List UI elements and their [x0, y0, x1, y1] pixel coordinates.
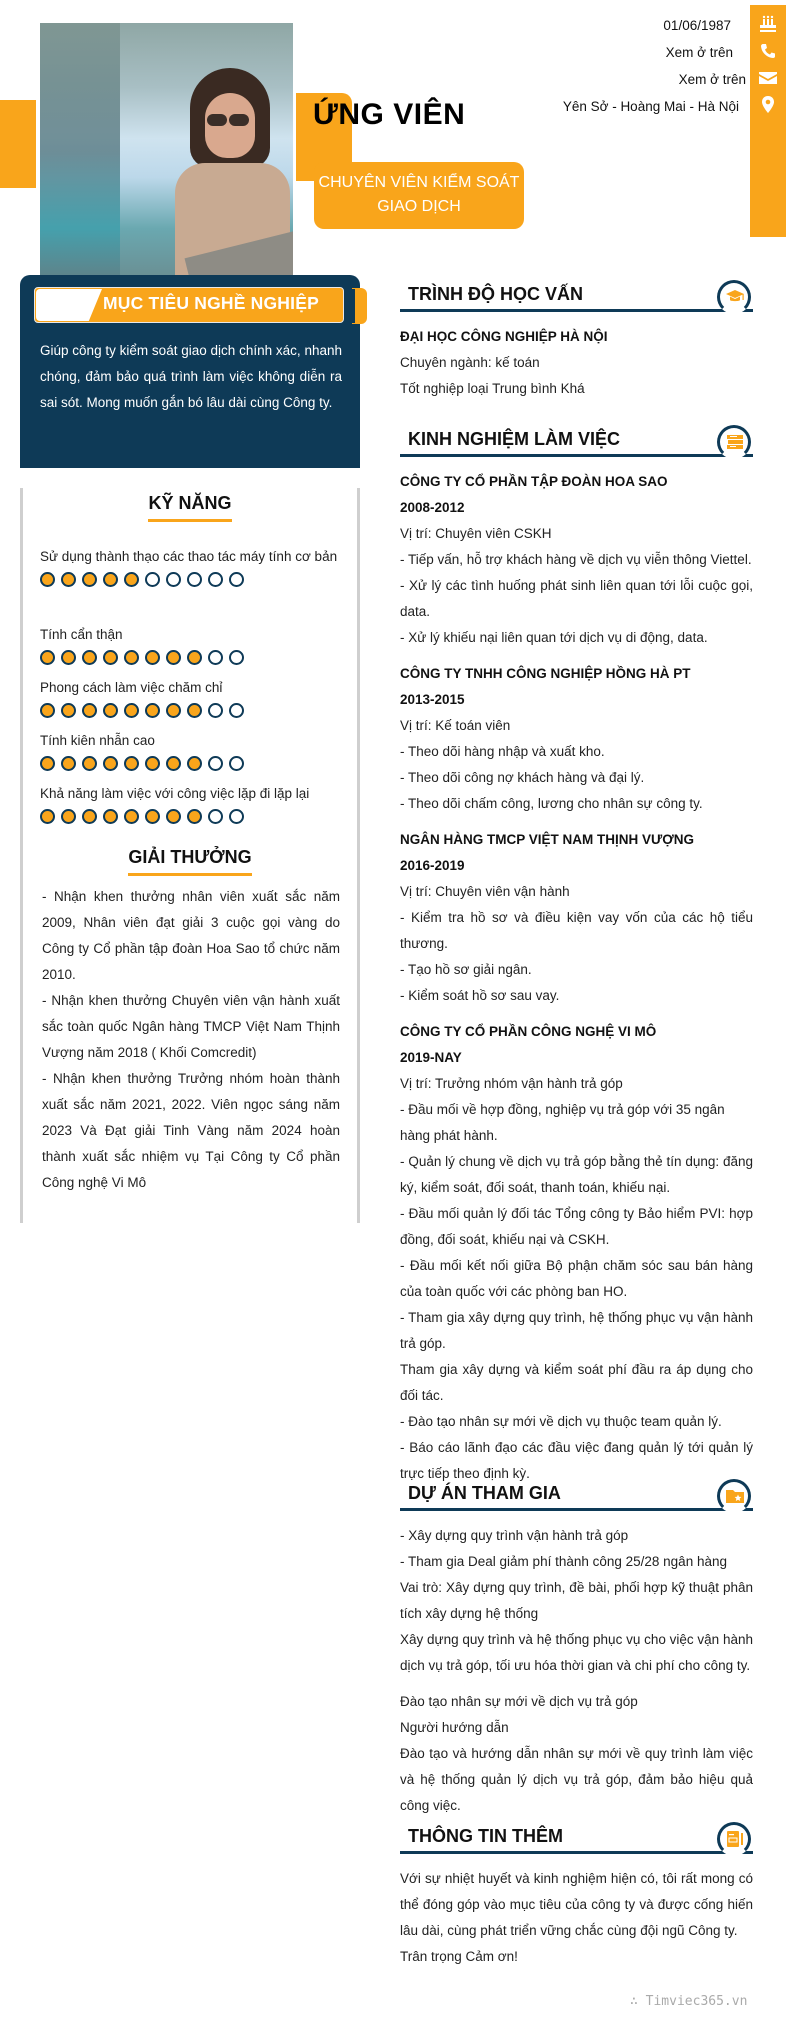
job-position: Vị trí: Kế toán viên	[400, 718, 511, 733]
project-line: Đào tạo nhân sự mới về dịch vụ trả góp	[400, 1694, 638, 1709]
job-period: 2013-2015	[400, 692, 465, 707]
award-item: - Nhận khen thưởng Trưởng nhóm hoàn thành xuất sắc năm 2021, 2022. Viên ngọc sáng năm 2023 Và Đạt giải Tinh Vàng năm 2024 hoàn thành xuất sắc nhiệm vụ Tại Công ty Cổ phần Công nghệ Vi Mô	[42, 1071, 340, 1190]
career-goal-text: Giúp công ty kiểm soát giao dịch chính xác, nhanh chóng, đảm bảo quá trình làm việc không diễn ra sai sót. Mong muốn gắn bó lâu dài cùng Công ty.	[40, 343, 342, 410]
additional-info-header	[400, 1818, 753, 1854]
job-company: CÔNG TY CỔ PHẦN CÔNG NGHỆ VI MÔ	[400, 1024, 657, 1039]
job-period: 2008-2012	[400, 500, 465, 515]
job-company: NGÂN HÀNG TMCP VIỆT NAM THỊNH VƯỢNG	[400, 832, 694, 847]
job-period: 2019-NAY	[400, 1050, 462, 1065]
education-grade: Tốt nghiệp loại Trung bình Khá	[400, 381, 585, 396]
job-duty: - Đào tạo nhân sự mới về dịch vụ thuộc team quản lý.	[400, 1414, 722, 1429]
job-duty: - Đầu mối quản lý đối tác Tổng công ty Bảo hiểm PVI: hợp đồng, đối soát, khiếu nại và CSKH.	[400, 1206, 753, 1247]
education-title: TRÌNH ĐỘ HỌC VẤN	[408, 284, 583, 304]
skill-label: Tính kiên nhẫn cao	[40, 733, 155, 748]
job-duty: - Đầu mối về hợp đồng, nghiệp vụ trả góp với 35 ngân	[400, 1102, 725, 1117]
job-duty: - Tham gia xây dựng quy trình, hệ thống phục vụ vận hành trả góp.	[400, 1310, 753, 1351]
project-line: - Tham gia Deal giảm phí thành công 25/28 ngân hàng	[400, 1554, 727, 1569]
experience-section	[400, 421, 753, 1487]
job-duty: - Theo dõi hàng nhập và xuất kho.	[400, 744, 605, 759]
folder-star-icon	[717, 1479, 751, 1513]
skill-rating	[40, 572, 340, 587]
education-section	[400, 276, 753, 402]
award-item: - Nhận khen thưởng Chuyên viên vận hành xuất sắc toàn quốc Ngân hàng TMCP Việt Nam Thịnh Vượng năm 2018 ( Khối Comcredit)	[42, 993, 340, 1060]
job-duty: - Kiểm soát hồ sơ sau vay.	[400, 988, 560, 1003]
candidate-name: ỨNG VIÊN	[313, 98, 466, 131]
briefcase-books-icon	[717, 425, 751, 459]
job-duty: - Báo cáo lãnh đạo các đầu việc đang quản lý tới quản lý trực tiếp theo định kỳ.	[400, 1440, 753, 1481]
experience-title: KINH NGHIỆM LÀM VIỆC	[408, 429, 621, 449]
skill-rating	[40, 809, 340, 824]
project-line: Đào tạo và hướng dẫn nhân sự mới về quy trình làm việc và hệ thống quản lý dịch vụ trả góp, đảm bảo hiệu quả công việc.	[400, 1746, 753, 1813]
contact-phone: Xem ở trên	[665, 45, 733, 60]
job-duty: - Đầu mối kết nối giữa Bộ phận chăm sóc sau bán hàng của toàn quốc với các phòng ban HO.	[400, 1258, 753, 1299]
contact-address: Yên Sở - Hoàng Mai - Hà Nội	[562, 99, 739, 114]
career-goal-title: MỤC TIÊU NGHỀ NGHIỆP	[103, 293, 319, 313]
education-header	[400, 276, 753, 312]
job-title-line2: GIAO DỊCH	[377, 198, 461, 215]
job-duty: - Tạo hồ sơ giải ngân.	[400, 962, 532, 977]
job-position: Vị trí: Trưởng nhóm vận hành trả góp	[400, 1076, 623, 1091]
job-period: 2016-2019	[400, 858, 465, 873]
watermark: ∴ Timviec365.vn	[630, 1994, 748, 2009]
job-duty: hàng phát hành.	[400, 1128, 498, 1143]
birthday-cake-icon	[758, 14, 778, 34]
skill-item	[40, 781, 340, 824]
contact-email: Xem ở trên	[678, 72, 746, 87]
skill-rating	[40, 756, 340, 771]
skill-label: Phong cách làm việc chăm chỉ	[40, 680, 223, 695]
awards-title: GIẢI THƯỞNG	[23, 847, 357, 876]
avatar-photo	[40, 23, 293, 280]
education-school: ĐẠI HỌC CÔNG NGHIỆP HÀ NỘI	[400, 329, 608, 344]
phone-icon	[758, 41, 778, 61]
job-company: CÔNG TY CỔ PHẦN TẬP ĐOÀN HOA SAO	[400, 474, 668, 489]
job-duty: - Theo dõi công nợ khách hàng và đại lý.	[400, 770, 645, 785]
additional-info-section	[400, 1818, 753, 1970]
skill-label: Tính cẩn thận	[40, 627, 123, 642]
notebook-pencil-icon	[717, 1822, 751, 1856]
contact-birthday: 01/06/1987	[663, 18, 731, 33]
experience-header	[400, 421, 753, 457]
project-line: Vai trò: Xây dựng quy trình, đề bài, phối hợp kỹ thuật phân tích xây dựng hệ thống	[400, 1580, 753, 1621]
project-line: Xây dựng quy trình và hệ thống phục vụ cho việc vận hành dịch vụ trả góp, tối ưu hóa thời gian và chi phí cho công ty.	[400, 1632, 753, 1673]
job-duty: - Xử lý các tình huống phát sinh liên quan tới lỗi cuộc gọi, data.	[400, 578, 753, 619]
skill-label: Sử dụng thành thạo các thao tác máy tính cơ bản	[40, 549, 338, 564]
skill-rating	[40, 703, 340, 718]
skill-rating	[40, 650, 340, 665]
closing-text: Trân trọng Cảm ơn!	[400, 1949, 518, 1964]
education-major: Chuyên ngành: kế toán	[400, 355, 540, 370]
projects-title: DỰ ÁN THAM GIA	[408, 1483, 561, 1503]
additional-info-title: THÔNG TIN THÊM	[408, 1826, 563, 1846]
job-duty: Tham gia xây dựng và kiểm soát phí đầu ra áp dụng cho đối tác.	[400, 1362, 753, 1403]
envelope-icon	[758, 68, 778, 88]
job-duty: - Xử lý khiếu nại liên quan tới dịch vụ di động, data.	[400, 630, 708, 645]
job-duty: - Tiếp vấn, hỗ trợ khách hàng về dịch vụ viễn thông Viettel.	[400, 552, 752, 567]
additional-info-text: Với sự nhiệt huyết và kinh nghiệm hiện có, tôi rất mong có thể đóng góp vào mục tiêu của công ty và được cống hiến lâu dài, cùng phát triển vững chắc cùng đội ngũ Công ty.	[400, 1871, 753, 1938]
job-position: Vị trí: Chuyên viên vận hành	[400, 884, 570, 899]
goal-tab-divider	[352, 289, 355, 323]
map-marker-icon	[758, 95, 778, 115]
skill-item	[40, 544, 340, 587]
project-line: Người hướng dẫn	[400, 1720, 509, 1735]
skills-title: KỸ NĂNG	[23, 493, 357, 522]
projects-section	[400, 1475, 753, 1819]
awards-list	[42, 884, 340, 1196]
skill-item	[40, 728, 340, 771]
contact-info	[563, 12, 746, 120]
skill-item	[40, 622, 340, 665]
job-duty: - Theo dõi chấm công, lương cho nhân sự công ty.	[400, 796, 703, 811]
projects-header	[400, 1475, 753, 1511]
skill-item	[40, 675, 340, 718]
decor-left-tab	[0, 100, 36, 188]
job-position: Vị trí: Chuyên viên CSKH	[400, 526, 552, 541]
job-title-badge	[314, 162, 524, 229]
job-company: CÔNG TY TNHH CÔNG NGHIỆP HỒNG HÀ PT	[400, 666, 691, 681]
contact-icon-bar	[750, 5, 786, 237]
graduation-cap-icon	[717, 280, 751, 314]
project-line: - Xây dựng quy trình vận hành trả góp	[400, 1528, 629, 1543]
award-item: - Nhận khen thưởng nhân viên xuất sắc năm 2009, Nhân viên đạt giải 3 cuộc gọi vàng do Công ty Cổ phần tập đoàn Hoa Sao tổ chức năm 2010.	[42, 889, 340, 982]
job-title-line1: CHUYÊN VIÊN KIỂM SOÁT	[318, 174, 520, 191]
job-duty: - Kiểm tra hồ sơ và điều kiện vay vốn của các hộ tiểu thương.	[400, 910, 753, 951]
job-duty: - Quản lý chung về dịch vụ trả góp bằng thẻ tín dụng: đăng ký, kiểm soát, đối soát, thanh toán, khiếu nại.	[400, 1154, 753, 1195]
skill-label: Khả năng làm việc với công việc lặp đi lặp lại	[40, 786, 310, 801]
